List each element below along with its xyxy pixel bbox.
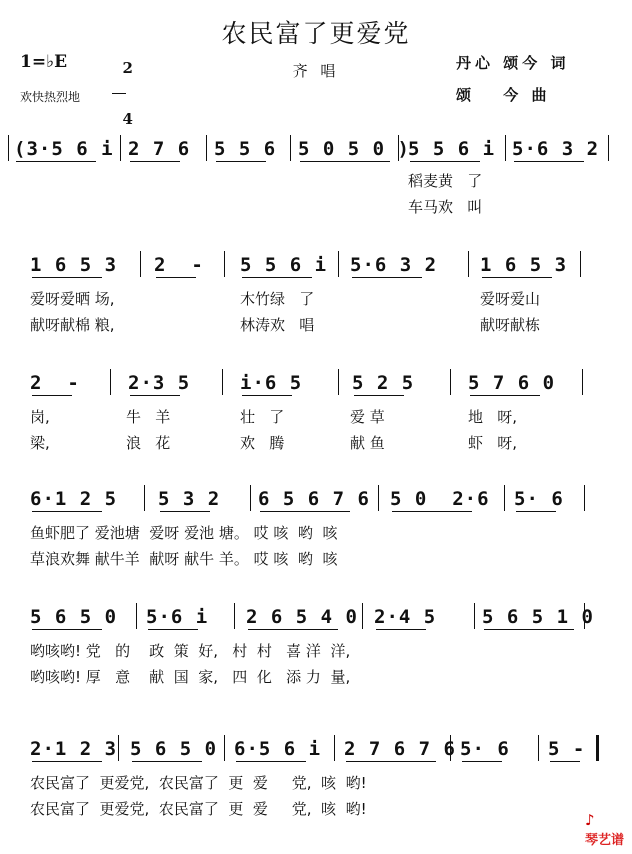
beam-line <box>148 629 198 630</box>
measure-notes: 6·1 2 5 <box>30 488 118 510</box>
beam-line <box>160 511 210 512</box>
measure-notes: 5 5 6 i <box>408 138 496 160</box>
barline <box>234 603 235 629</box>
beam-line <box>242 277 312 278</box>
beam-line <box>16 161 96 162</box>
barline <box>110 369 111 395</box>
measure-notes: 5 0 2·6 <box>390 488 490 510</box>
measure-notes: 5·6 i <box>146 606 209 628</box>
beam-line <box>354 395 404 396</box>
beam-line <box>32 761 102 762</box>
measure-notes: 2 6 5 4 0 <box>246 606 358 628</box>
measure-notes: 5 0 5 0 ) <box>298 138 410 160</box>
beam-line <box>346 761 436 762</box>
beam-line <box>130 395 180 396</box>
staff-row-3 <box>0 362 632 402</box>
lyric-line-1: 岗, <box>30 408 50 426</box>
measure-notes: 5 5 6 <box>214 138 277 160</box>
measure-notes: 2 - <box>30 372 80 394</box>
measure-notes: 5·6 3 2 <box>512 138 600 160</box>
beam-line <box>260 511 350 512</box>
tempo-marking: 欢快热烈地 <box>20 90 81 104</box>
barline <box>450 369 451 395</box>
lyric-line-2: 献呀献栋 <box>480 316 541 334</box>
measure-notes: 5 6 5 1 0 <box>482 606 594 628</box>
beam-line <box>32 629 102 630</box>
beam-line <box>32 395 72 396</box>
beam-line <box>410 161 480 162</box>
barline <box>334 735 335 761</box>
staff-row-2 <box>0 244 632 284</box>
lyric-line-2: 欢 腾 <box>240 434 285 452</box>
logo-icon: ♪ <box>584 811 595 829</box>
barline <box>136 603 137 629</box>
measure-notes: 1 6 5 3 <box>30 254 118 276</box>
beam-line <box>470 395 540 396</box>
barline <box>582 369 583 395</box>
logo-text: 琴艺谱 <box>584 833 624 848</box>
time-signature-top: 2 <box>122 59 133 77</box>
beam-line <box>130 161 180 162</box>
measure-notes: 5· 6 <box>460 738 510 760</box>
lyric-line-2: 梁, <box>30 434 50 452</box>
measure-notes: 6·5 6 i <box>234 738 322 760</box>
barline <box>504 485 505 511</box>
measure-notes: 5 6 5 0 <box>130 738 218 760</box>
barline <box>224 251 225 277</box>
beam-line <box>514 161 584 162</box>
measure-notes: 1 6 5 3 <box>480 254 568 276</box>
beam-line <box>216 161 266 162</box>
lyric-line-1: 鱼虾肥了 爱池塘 爱呀 爱池 塘。 哎 咳 哟 咳 <box>30 524 338 542</box>
lyric-line-1: 木竹绿 了 <box>240 290 315 308</box>
staff-row-4 <box>0 478 632 518</box>
barline <box>222 369 223 395</box>
measure-notes: 2·1 2 3 <box>30 738 118 760</box>
beam-line <box>376 629 426 630</box>
beam-line <box>550 761 580 762</box>
lyric-line-1: 爱 草 <box>350 408 385 426</box>
beam-line <box>32 511 102 512</box>
beam-line <box>32 277 102 278</box>
performance-mode: 齐 唱 <box>292 62 340 80</box>
barline <box>118 735 119 761</box>
lyric-line-1: 稻麦黄 了 <box>408 172 483 190</box>
barline <box>505 135 506 161</box>
beam-line <box>352 277 422 278</box>
barline <box>290 135 291 161</box>
measure-notes: 2 7 6 <box>128 138 191 160</box>
time-signature <box>112 44 133 128</box>
lyric-line-2: 林涛欢 唱 <box>240 316 315 334</box>
measure-notes: 5 7 6 0 <box>468 372 556 394</box>
lyric-line-1: 地 呀, <box>468 408 518 426</box>
lyric-line-2: 献呀献棉 粮, <box>30 316 115 334</box>
measure-notes: 5 2 5 <box>352 372 415 394</box>
barline <box>144 485 145 511</box>
lyric-line-2: 农民富了 更爱党, 农民富了 更 爱 党, 咳 哟! <box>30 800 367 818</box>
measure-notes: 5· 6 <box>514 488 564 510</box>
barline <box>8 135 9 161</box>
barline <box>584 485 585 511</box>
beam-line <box>516 511 556 512</box>
lyricist-credit: 丹心 颂今 词 <box>456 54 570 72</box>
lyric-line-2: 草浪欢舞 献牛羊 献呀 献牛 羊。 哎 咳 哟 咳 <box>30 550 338 568</box>
lyric-line-2: 虾 呀, <box>468 434 518 452</box>
staff-row-5 <box>0 596 632 636</box>
measure-notes: 2 7 6 7 6 <box>344 738 456 760</box>
beam-line <box>156 277 196 278</box>
barline <box>608 135 609 161</box>
barline <box>140 251 141 277</box>
beam-line <box>392 511 472 512</box>
measure-notes: 2 - <box>154 254 204 276</box>
barline <box>362 603 363 629</box>
barline <box>338 369 339 395</box>
lyric-line-1: 牛 羊 <box>126 408 171 426</box>
beam-line <box>462 761 502 762</box>
lyric-line-1: 爱呀爱山 <box>480 290 541 308</box>
time-signature-bottom: 4 <box>122 110 133 128</box>
beam-line <box>484 629 574 630</box>
song-title: 农民富了更爱党 <box>221 19 411 48</box>
barline <box>378 485 379 511</box>
lyric-line-2: 车马欢 叫 <box>408 198 483 216</box>
measure-notes: 2·4 5 <box>374 606 437 628</box>
key-signature: 1=♭E <box>20 52 68 72</box>
beam-line <box>236 761 306 762</box>
lyric-line-2: 浪 花 <box>126 434 171 452</box>
barline <box>468 251 469 277</box>
barline <box>224 735 225 761</box>
site-logo <box>576 796 624 848</box>
beam-line <box>132 761 202 762</box>
measure-notes: (3·5 6 i <box>14 138 114 160</box>
lyric-line-1: 农民富了 更爱党, 农民富了 更 爱 党, 咳 哟! <box>30 774 367 792</box>
lyric-line-1: 哟咳哟! 党 的 政 策 好, 村 村 喜 洋 洋, <box>30 642 351 660</box>
staff-row-6 <box>0 728 632 768</box>
lyric-line-2: 哟咳哟! 厚 意 献 国 家, 四 化 添 力 量, <box>30 668 351 686</box>
beam-line <box>248 629 338 630</box>
lyric-line-1: 爱呀爱晒 场, <box>30 290 115 308</box>
barline <box>250 485 251 511</box>
measure-notes: i·6 5 <box>240 372 303 394</box>
barline <box>338 251 339 277</box>
measure-notes: 2·3 5 <box>128 372 191 394</box>
composer-credit: 颂 今 曲 <box>456 86 551 104</box>
beam-line <box>482 277 552 278</box>
staff-row-1 <box>0 128 632 168</box>
barline <box>580 251 581 277</box>
measure-notes: 6 5 6 7 6 <box>258 488 370 510</box>
lyric-line-2: 献 鱼 <box>350 434 385 452</box>
measure-notes: 5 6 5 0 <box>30 606 118 628</box>
barline <box>474 603 475 629</box>
barline <box>596 735 599 761</box>
beam-line <box>300 161 390 162</box>
lyric-line-1: 壮 了 <box>240 408 285 426</box>
barline <box>120 135 121 161</box>
barline <box>206 135 207 161</box>
beam-line <box>242 395 292 396</box>
measure-notes: 5 5 6 i <box>240 254 328 276</box>
measure-notes: 5 3 2 <box>158 488 221 510</box>
measure-notes: 5 - <box>548 738 586 760</box>
measure-notes: 5·6 3 2 <box>350 254 438 276</box>
barline <box>538 735 539 761</box>
